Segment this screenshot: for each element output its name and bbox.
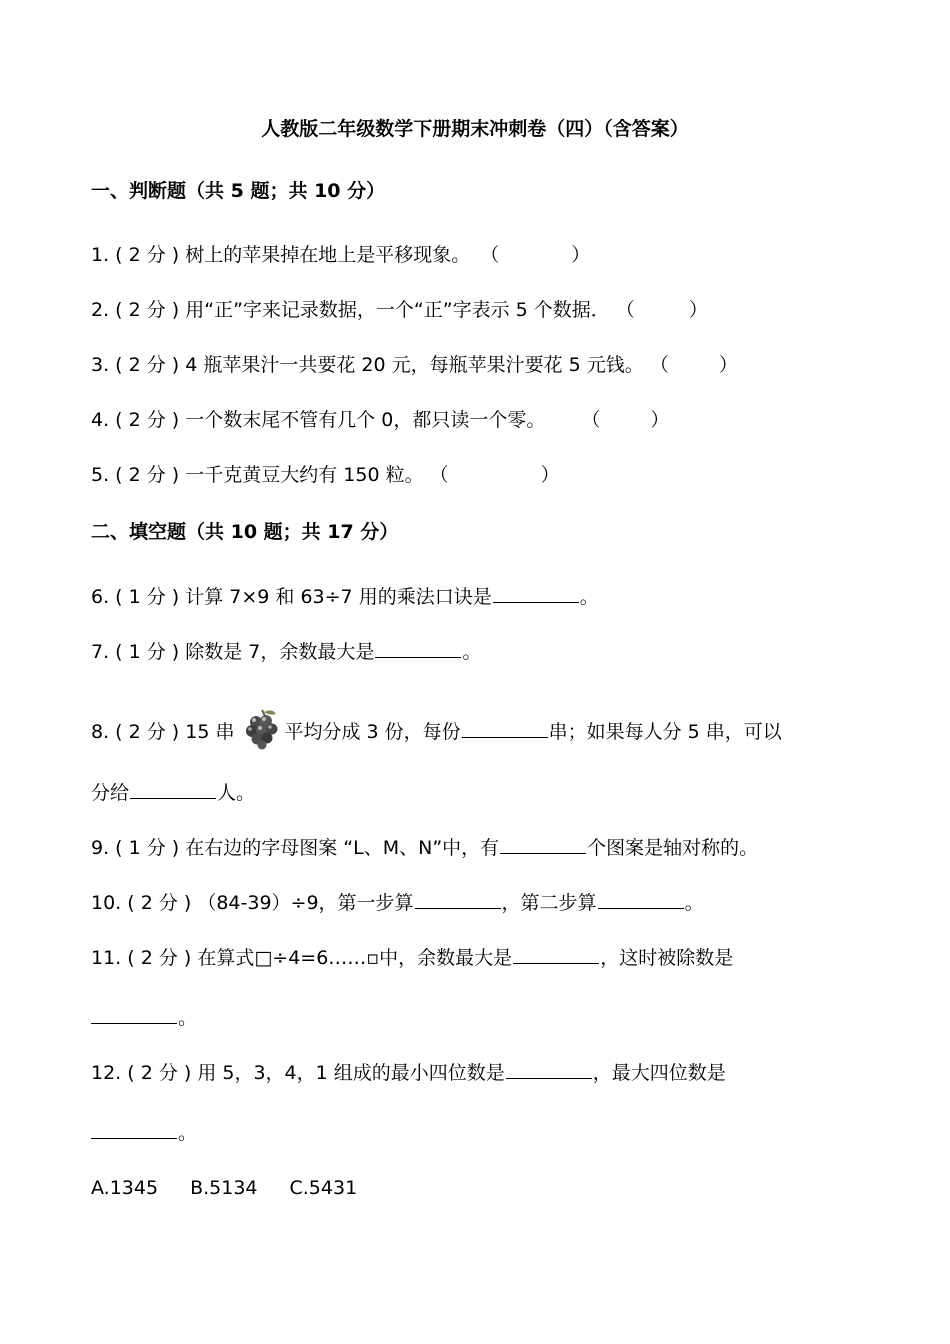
question-text: 人。 [217, 782, 256, 804]
question-8-continued [91, 780, 255, 806]
question-text: 平均分成 3 份，每份 [284, 721, 461, 743]
question-text: （84-39）÷9，第一步算 [197, 892, 414, 914]
question-text: 。 [462, 641, 482, 663]
question-text: ，第二步算 [501, 892, 597, 914]
grapes-icon [242, 706, 282, 750]
answer-blank[interactable] [598, 890, 684, 909]
answer-paren-close: ） [688, 299, 708, 321]
answer-blank[interactable] [91, 1120, 177, 1139]
question-prefix: 8. ( 2 分 ) [91, 721, 186, 743]
question-text: 除数是 7，余数最大是 [185, 641, 375, 663]
question-3 [91, 352, 738, 378]
question-text: 。 [579, 586, 599, 608]
question-1 [91, 242, 590, 268]
question-prefix: 5. ( 2 分 ) [91, 464, 186, 486]
question-8 [91, 706, 782, 750]
question-text: ，这时被除数是 [600, 947, 734, 969]
answer-paren-open: （ [615, 299, 635, 321]
question-prefix: 3. ( 2 分 ) [91, 354, 186, 376]
question-prefix: 7. ( 1 分 ) [91, 641, 186, 663]
section-heading-judgment: 一、判断题（共 5 题；共 10 分） [91, 180, 386, 202]
question-text: 一千克黄豆大约有 150 粒。 [185, 464, 424, 486]
question-11-continued [91, 1005, 197, 1031]
question-text: 在右边的字母图案 “L、M、N”中，有 [185, 837, 500, 859]
answer-paren-close: ） [540, 464, 560, 486]
answer-paren-open: （ [649, 354, 669, 376]
question-10 [91, 890, 704, 916]
answer-blank[interactable] [493, 584, 579, 603]
question-text: 一个数末尾不管有几个 0，都只读一个零。 [185, 409, 546, 431]
question-text: 。 [684, 892, 704, 914]
question-prefix: 12. ( 2 分 ) [91, 1062, 198, 1084]
question-12-options [91, 1175, 389, 1201]
answer-paren-open: （ [581, 409, 601, 431]
answer-blank[interactable] [375, 639, 461, 658]
answer-paren-close: ） [718, 354, 738, 376]
question-text: 分给 [91, 782, 130, 804]
question-9 [91, 835, 758, 861]
answer-blank[interactable] [91, 1005, 177, 1024]
question-5 [91, 462, 560, 488]
answer-paren-close: ） [571, 244, 591, 266]
question-text: ，最大四位数是 [592, 1062, 726, 1084]
question-prefix: 11. ( 2 分 ) [91, 947, 198, 969]
document-title: 人教版二年级数学下册期末冲刺卷（四）（含答案） [261, 118, 689, 140]
question-prefix: 6. ( 1 分 ) [91, 586, 186, 608]
question-prefix: 9. ( 1 分 ) [91, 837, 186, 859]
answer-blank[interactable] [513, 945, 599, 964]
option-b[interactable]: B.5134 [190, 1177, 258, 1199]
question-text: 在算式□÷4=6……▫中，余数最大是 [197, 947, 513, 969]
question-text: 树上的苹果掉在地上是平移现象。 [185, 244, 471, 266]
question-text: 用“正”字来记录数据，一个“正”字表示 5 个数据． [185, 299, 610, 321]
question-text: 15 串 [185, 721, 235, 743]
question-text: 。 [178, 1122, 198, 1144]
question-prefix: 1. ( 2 分 ) [91, 244, 186, 266]
question-11 [91, 945, 733, 971]
answer-blank[interactable] [130, 780, 216, 799]
answer-paren-open: （ [480, 244, 500, 266]
answer-blank[interactable] [415, 890, 501, 909]
section-heading-fill-blank: 二、填空题（共 10 题；共 17 分） [91, 521, 399, 543]
question-6 [91, 584, 599, 610]
question-prefix: 10. ( 2 分 ) [91, 892, 198, 914]
option-c[interactable]: C.5431 [289, 1177, 358, 1199]
question-12 [91, 1060, 726, 1086]
answer-paren-close: ） [650, 409, 670, 431]
question-2 [91, 297, 708, 323]
question-text: 串；如果每人分 5 串，可以 [548, 721, 782, 743]
question-text: 个图案是轴对称的。 [587, 837, 759, 859]
question-12-continued [91, 1120, 197, 1146]
question-text: 用 5，3，4，1 组成的最小四位数是 [197, 1062, 505, 1084]
answer-blank[interactable] [506, 1060, 592, 1079]
question-7 [91, 639, 481, 665]
question-text: 计算 7×9 和 63÷7 用的乘法口诀是 [185, 586, 492, 608]
answer-blank[interactable] [500, 835, 586, 854]
option-a[interactable]: A.1345 [91, 1177, 159, 1199]
question-4 [91, 407, 669, 433]
question-text: 。 [178, 1007, 198, 1029]
question-text: 4 瓶苹果汁一共要花 20 元，每瓶苹果汁要花 5 元钱。 [185, 354, 644, 376]
answer-paren-open: （ [429, 464, 449, 486]
answer-blank[interactable] [462, 719, 548, 738]
question-prefix: 4. ( 2 分 ) [91, 409, 186, 431]
question-prefix: 2. ( 2 分 ) [91, 299, 186, 321]
